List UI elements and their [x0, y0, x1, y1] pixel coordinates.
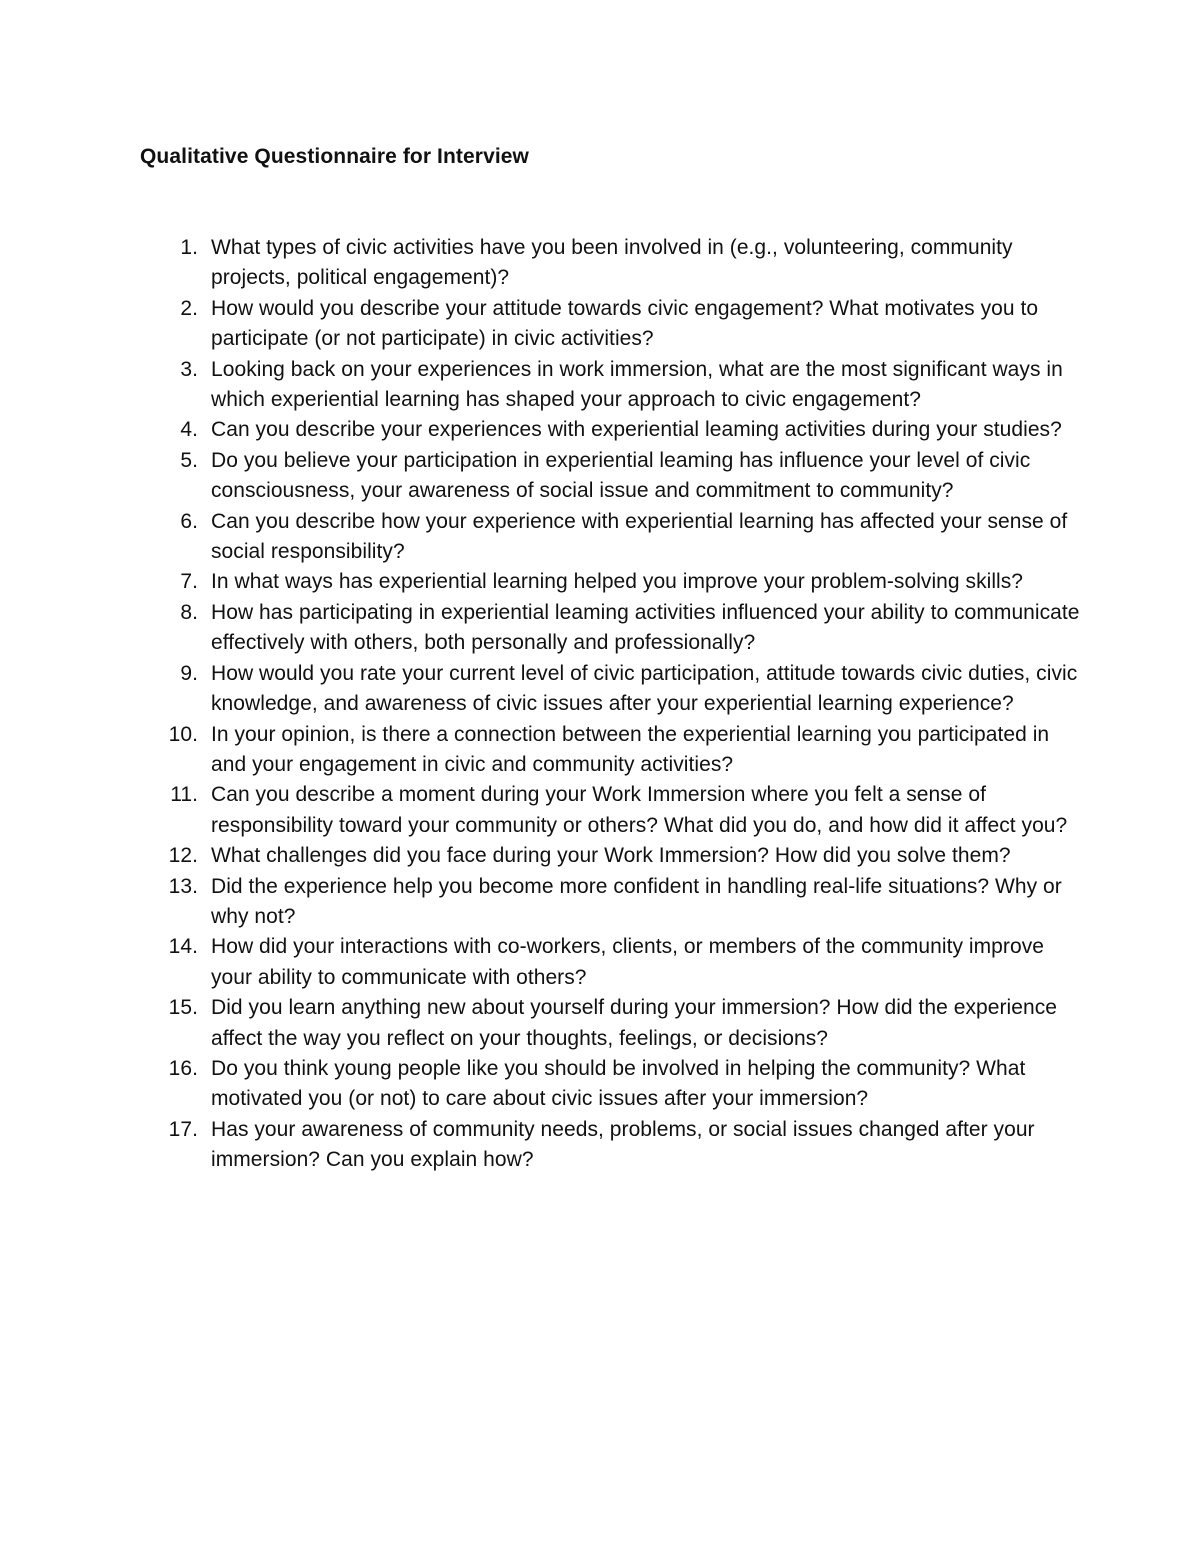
question-number: 9. [180, 661, 198, 685]
question-number: 14. [168, 935, 198, 959]
question-number: 17. [168, 1117, 198, 1141]
question-item [0, 932, 1200, 993]
question-text: In your opinion, is there a connection between the experiential learning you participated in and your engagement in civic and community activities? [211, 722, 1050, 776]
question-number: 15. [168, 996, 198, 1020]
question-number: 6. [180, 509, 198, 533]
question-text: How has participating in experiential leaming activities influenced your ability to communicate effectively with others, both personally and professionally? [211, 600, 1080, 655]
question-text: Can you describe how your experience with experiential learning has affected your sense of social responsibility? [211, 509, 1068, 564]
question-number: 10. [168, 722, 198, 746]
question-text: Did the experience help you become more confident in handling real-life situations? Why or why not? [211, 874, 1062, 928]
question-item [0, 507, 1200, 568]
question-item [0, 233, 1200, 294]
question-number: 4. [180, 418, 198, 442]
question-text: Can you describe a moment during your Work Immersion where you felt a sense of responsibility toward your community or others? What did you do, and how did it affect you? [211, 783, 1068, 837]
question-item [0, 446, 1200, 507]
question-item [0, 1115, 1200, 1176]
question-item [0, 567, 1200, 597]
question-item [0, 993, 1200, 1054]
question-item [0, 720, 1200, 781]
question-number: 1. [180, 236, 198, 259]
question-number: 12. [168, 844, 198, 868]
question-number: 5. [180, 448, 198, 472]
question-text: Can you describe your experiences with experiential leaming activities during your studies? [211, 418, 1062, 442]
question-number: 2. [180, 296, 198, 320]
question-text: Has your awareness of community needs, problems, or social issues changed after your immersion? Can you explain how? [211, 1117, 1035, 1172]
question-item [0, 780, 1200, 841]
question-text: In what ways has experiential learning helped you improve your problem-solving skills? [211, 570, 1024, 594]
question-item [0, 294, 1200, 355]
question-text: How did your interactions with co-workers, clients, or members of the community improve your ability to communicate with others? [211, 935, 1044, 989]
question-text: What types of civic activities have you been involved in (e.g., volunteering, community projects, political engagement)? [211, 236, 1013, 290]
question-item [0, 1054, 1200, 1115]
question-item [0, 355, 1200, 416]
question-item [0, 872, 1200, 933]
question-item [0, 598, 1200, 659]
question-item [0, 415, 1200, 445]
question-number: 3. [180, 357, 198, 381]
question-number: 7. [180, 570, 198, 594]
question-number: 11. [170, 783, 198, 807]
question-text: How would you rate your current level of civic participation, attitude towards civic duties, civic knowledge, and awareness of civic issues after your experiential learning experience? [211, 661, 1078, 716]
question-text: Did you learn anything new about yourself during your immersion? How did the experience affect the way you reflect on your thoughts, feelings, or decisions? [211, 996, 1057, 1050]
question-text: Do you think young people like you should be involved in helping the community? What motivated you (or not) to care about civic issues after your immersion? [211, 1056, 1026, 1111]
question-list [0, 233, 1200, 1176]
question-text: Do you believe your participation in experiential leaming has influence your level of civic consciousness, your awareness of social issue and commitment to community? [211, 448, 1031, 503]
question-item [0, 659, 1200, 720]
question-text: How would you describe your attitude towards civic engagement? What motivates you to participate (or not participate) in civic activities? [211, 296, 1039, 351]
question-text: Looking back on your experiences in work immersion, what are the most significant ways in which experiential learning has shaped your approach to civic engagement? [211, 357, 1063, 412]
document-title: Qualitative Questionnaire for Interview [140, 145, 529, 168]
question-item [0, 841, 1200, 871]
question-number: 8. [180, 600, 198, 624]
question-number: 16. [168, 1056, 198, 1080]
question-number: 13. [168, 874, 198, 898]
question-text: What challenges did you face during your Work Immersion? How did you solve them? [211, 844, 1011, 868]
